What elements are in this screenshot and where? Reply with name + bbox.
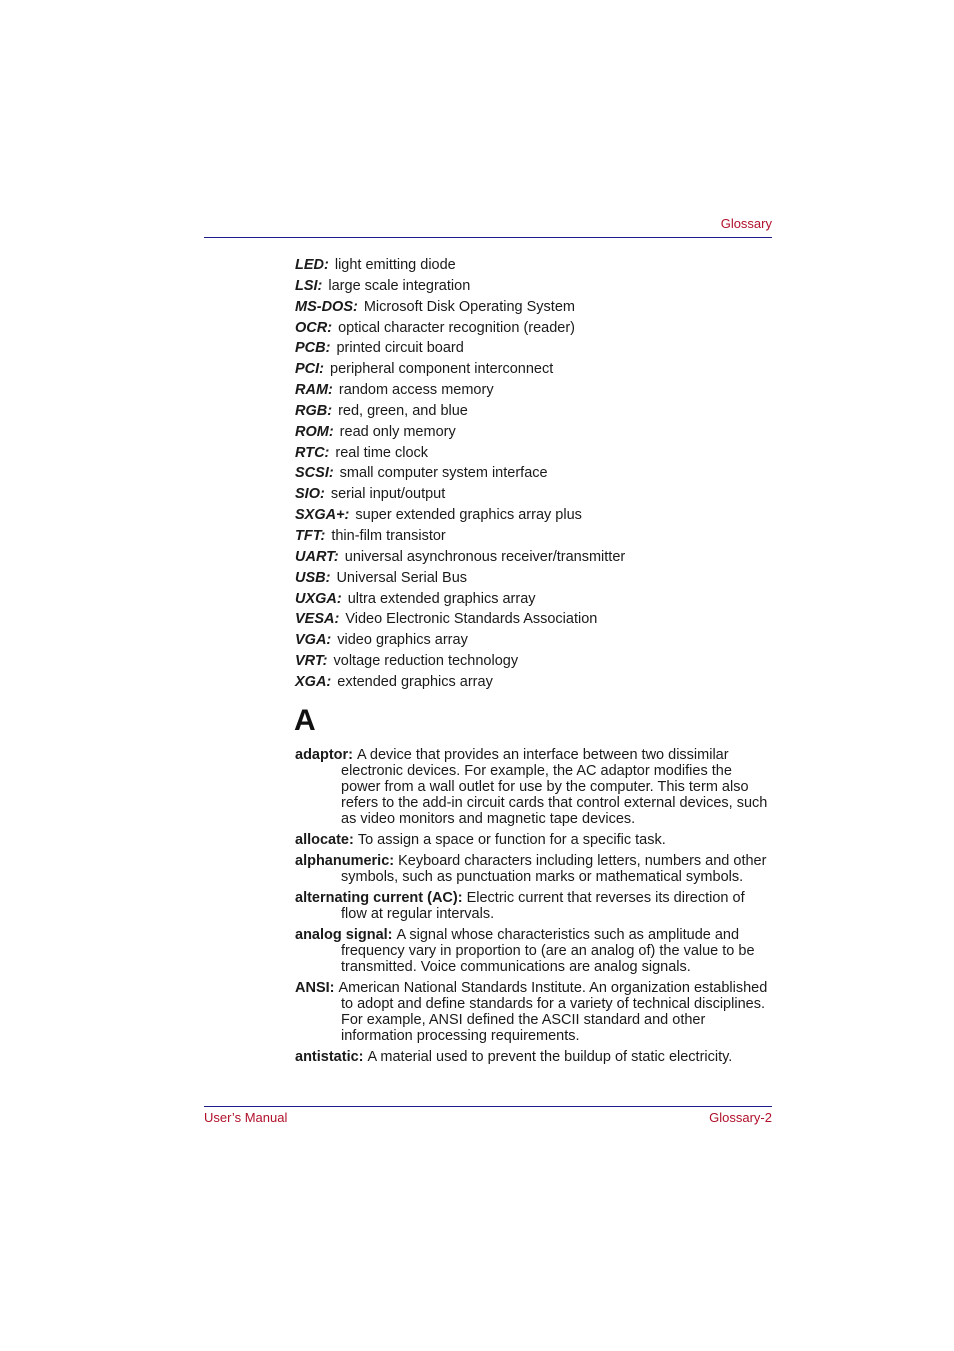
glossary-term: allocate: (295, 832, 354, 848)
abbreviation-definition: large scale integration (328, 277, 471, 294)
glossary-term: antistatic: (295, 1049, 364, 1065)
abbreviation-term: XGA: (295, 673, 332, 690)
glossary-definition: Keyboard characters including letters, numbers and other symbols, such as punctuation marks or mathematical symbols. (341, 853, 767, 885)
abbreviation-entry (295, 338, 775, 359)
abbreviation-term: OCR: (295, 319, 333, 336)
running-header: Glossary (720, 216, 772, 231)
footer-rule (204, 1106, 772, 1107)
abbreviation-entry (295, 380, 775, 401)
glossary-entry (295, 927, 773, 975)
glossary-term: alphanumeric: (295, 853, 395, 869)
abbreviation-entry (295, 630, 775, 651)
abbreviation-definition: Video Electronic Standards Association (345, 611, 598, 628)
abbreviation-term: TFT: (295, 527, 326, 544)
abbreviation-definition: peripheral component interconnect (330, 361, 554, 378)
abbreviation-term: MS-DOS: (295, 298, 358, 315)
abbreviation-definition: extended graphics array (337, 673, 493, 690)
glossary-list (295, 747, 773, 1070)
footer-page-number: Glossary-2 (709, 1110, 772, 1125)
abbreviation-entry (295, 505, 775, 526)
glossary-term: alternating current (AC): (295, 890, 463, 906)
abbreviation-list (295, 255, 775, 693)
section-heading-letter: A (294, 704, 316, 737)
abbreviation-definition: random access memory (338, 382, 494, 399)
abbreviation-definition: red, green, and blue (338, 402, 468, 419)
abbreviation-entry (295, 463, 775, 484)
abbreviation-term: LSI: (295, 277, 323, 294)
abbreviation-term: USB: (295, 569, 331, 586)
abbreviation-definition: read only memory (339, 423, 456, 440)
abbreviation-term: UART: (295, 548, 339, 565)
abbreviation-entry (295, 589, 775, 610)
glossary-definition: A signal whose characteristics such as amplitude and frequency vary in proportion to (are an analog of) the value to be transmitted. Voice communications are analog signals. (341, 927, 755, 975)
abbreviation-definition: voltage reduction technology (333, 653, 519, 670)
glossary-entry (295, 1049, 773, 1065)
abbreviation-entry (295, 443, 775, 464)
abbreviation-entry (295, 672, 775, 693)
abbreviation-definition: thin-film transistor (331, 527, 446, 544)
abbreviation-definition: universal asynchronous receiver/transmitter (344, 548, 626, 565)
abbreviation-entry (295, 609, 775, 630)
abbreviation-entry (295, 359, 775, 380)
footer-manual-title: User’s Manual (204, 1110, 288, 1125)
abbreviation-definition: video graphics array (337, 632, 468, 649)
abbreviation-definition: real time clock (335, 444, 429, 461)
glossary-entry (295, 980, 773, 1044)
abbreviation-entry (295, 651, 775, 672)
glossary-entry (295, 747, 773, 827)
glossary-entry (295, 890, 773, 922)
abbreviation-definition: optical character recognition (reader) (338, 319, 576, 336)
abbreviation-term: RTC: (295, 444, 330, 461)
abbreviation-entry (295, 547, 775, 568)
abbreviation-definition: small computer system interface (339, 465, 548, 482)
abbreviation-entry (295, 484, 775, 505)
glossary-definition: To assign a space or function for a specific task. (357, 832, 666, 848)
abbreviation-term: RAM: (295, 382, 333, 399)
glossary-definition: A material used to prevent the buildup of static electricity. (367, 1049, 733, 1065)
abbreviation-term: PCB: (295, 340, 331, 357)
abbreviation-definition: Microsoft Disk Operating System (363, 298, 575, 315)
abbreviation-term: ROM: (295, 423, 334, 440)
abbreviation-entry (295, 401, 775, 422)
abbreviation-definition: super extended graphics array plus (355, 507, 582, 524)
glossary-term: adaptor: (295, 747, 353, 763)
abbreviation-term: VGA: (295, 632, 332, 649)
abbreviation-term: VESA: (295, 611, 340, 628)
glossary-definition: A device that provides an interface between two dissimilar electronic devices. For example, the AC adaptor modifies the power from a wall outlet for use by the computer. This term also refers to the add-in circuit cards that control external devices, such as video monitors and magnetic tape devices. (341, 747, 768, 827)
abbreviation-definition: light emitting diode (334, 257, 456, 273)
abbreviation-term: LED: (295, 257, 329, 273)
abbreviation-definition: ultra extended graphics array (347, 590, 536, 607)
abbreviation-term: SXGA+: (295, 507, 350, 524)
glossary-definition: Electric current that reverses its direction of flow at regular intervals. (341, 890, 745, 922)
abbreviation-term: SCSI: (295, 465, 334, 482)
abbreviation-definition: Universal Serial Bus (336, 569, 468, 586)
abbreviation-entry (295, 568, 775, 589)
abbreviation-entry (295, 318, 775, 339)
abbreviation-term: VRT: (295, 653, 328, 670)
glossary-entry (295, 853, 773, 885)
abbreviation-entry (295, 422, 775, 443)
glossary-term: ANSI: (295, 980, 335, 996)
abbreviation-entry (295, 526, 775, 547)
abbreviation-term: PCI: (295, 361, 324, 378)
glossary-term: analog signal: (295, 927, 393, 943)
glossary-definition: American National Standards Institute. An organization established to adopt and define standards for a variety of technical disciplines. For example, ANSI defined the ASCII standard and other information processing requirements. (338, 980, 768, 1044)
abbreviation-definition: printed circuit board (336, 340, 464, 357)
glossary-entry (295, 832, 773, 848)
abbreviation-term: SIO: (295, 486, 325, 503)
abbreviation-term: UXGA: (295, 590, 342, 607)
abbreviation-entry (295, 276, 775, 297)
abbreviation-definition: serial input/output (330, 486, 446, 503)
abbreviation-term: RGB: (295, 402, 333, 419)
header-rule (204, 237, 772, 238)
abbreviation-entry (295, 297, 775, 318)
abbreviation-entry (295, 255, 775, 276)
